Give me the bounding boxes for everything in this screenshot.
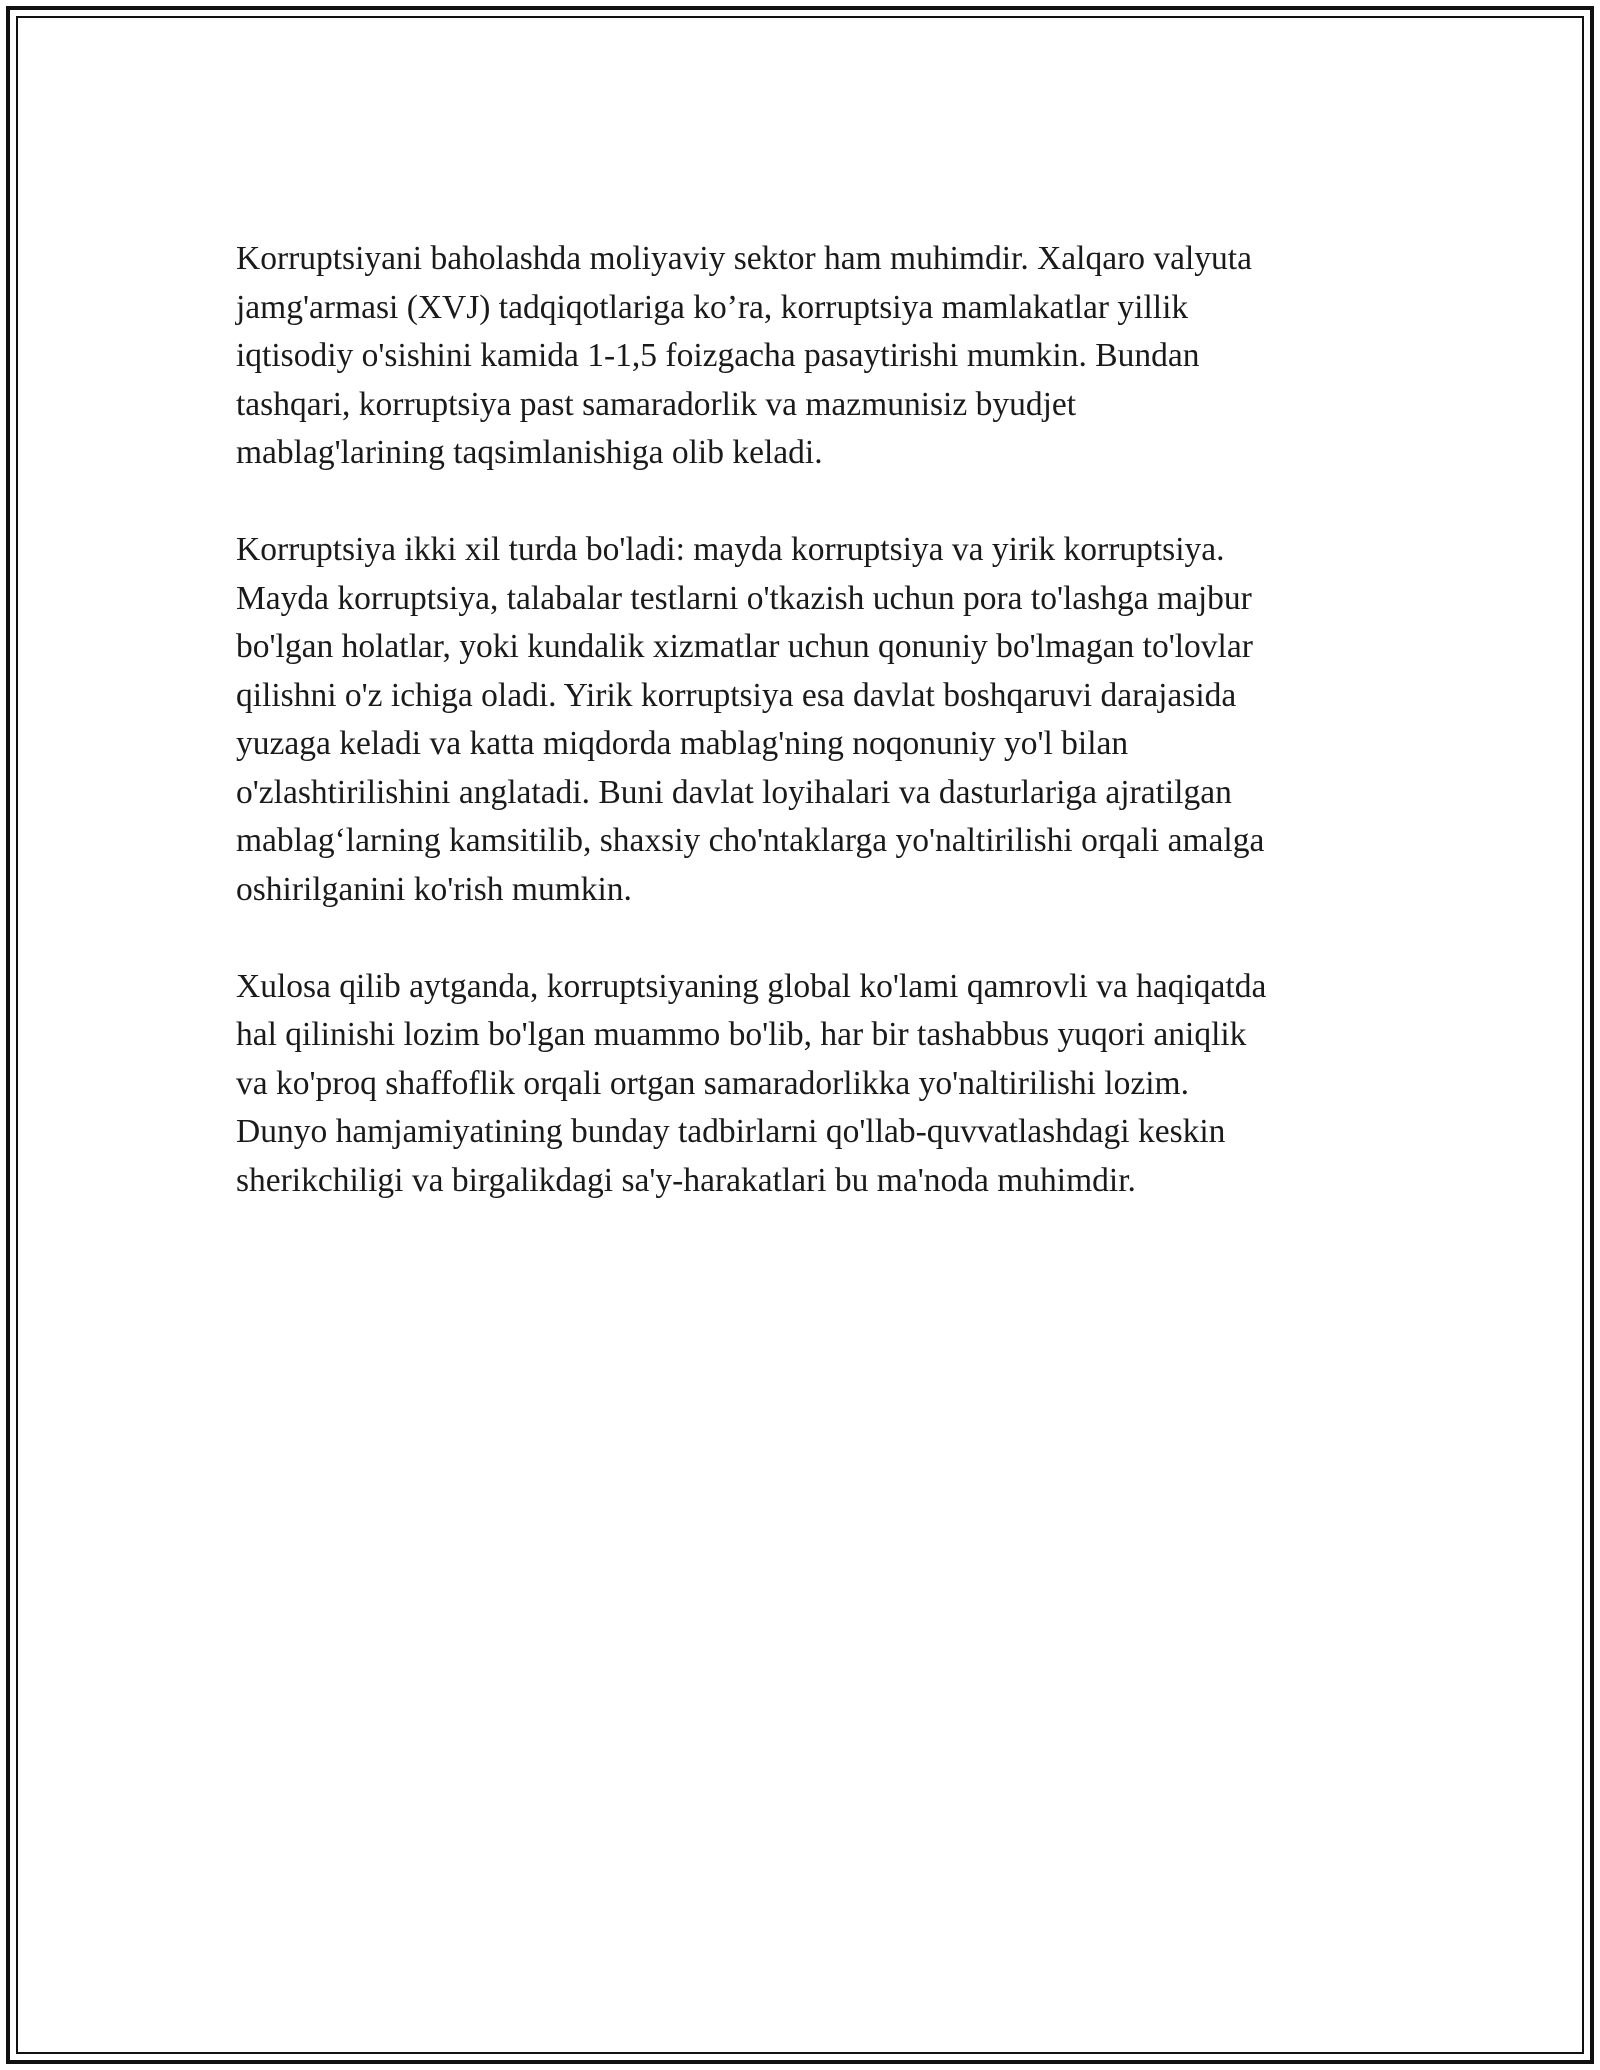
text-line: Korruptsiyani baholashda moliyaviy sektor ham muhimdir. Xalqaro valyuta <box>236 240 1252 277</box>
paragraph-financial-sector <box>236 235 1376 478</box>
text-line: tashqari, korruptsiya past samaradorlik va mazmunisiz byudjet <box>236 385 1077 423</box>
text-line: Mayda korruptsiya, talabalar testlarni o'tkazish uchun pora to'lashga majbur <box>236 579 1252 617</box>
text-line: iqtisodiy o'sishini kamida 1-1,5 foizgacha pasaytirishi mumkin. Bundan <box>236 337 1200 374</box>
paragraph-conclusion <box>236 963 1376 1206</box>
text-line: mablag‘larning kamsitilib, shaxsiy cho'ntaklarga yo'naltirilishi orqali amalga <box>236 822 1265 859</box>
text-line: yuzaga keladi va katta miqdorda mablag'ning noqonuniy yo'l bilan <box>236 725 1129 762</box>
text-line: oshirilganini ko'rish mumkin. <box>236 870 632 908</box>
text-line: jamg'armasi (XVJ) tadqiqotlariga ko’ra, korruptsiya mamlakatlar yillik <box>236 288 1189 326</box>
text-line: va ko'proq shaffoflik orqali ortgan samaradorlikka yo'naltirilishi lozim. <box>236 1064 1189 1102</box>
text-line: hal qilinishi lozim bo'lgan muammo bo'lib, har bir tashabbus yuqori aniqlik <box>236 1016 1247 1053</box>
text-line: Dunyo hamjamiyatining bunday tadbirlarni qo'llab-quvvatlashdagi keskin <box>236 1113 1226 1150</box>
text-line: Korruptsiya ikki xil turda bo'ladi: mayda korruptsiya va yirik korruptsiya. <box>236 531 1225 568</box>
text-line: sherikchiligi va birgalikdagi sa'y-harakatlari bu ma'noda muhimdir. <box>236 1161 1136 1199</box>
text-line: mablag'larining taqsimlanishiga olib keladi. <box>236 434 823 471</box>
text-line: qilishni o'z ichiga oladi. Yirik korruptsiya esa davlat boshqaruvi darajasida <box>236 676 1237 714</box>
text-line: o'zlashtirilishini anglatadi. Buni davlat loyihalari va dasturlariga ajratilgan <box>236 773 1232 811</box>
text-line: bo'lgan holatlar, yoki kundalik xizmatlar uchun qonuniy bo'lmagan to'lovlar <box>236 628 1253 665</box>
text-line: Xulosa qilib aytganda, korruptsiyaning global ko'lami qamrovli va haqiqatda <box>236 967 1267 1005</box>
document-body <box>236 235 1376 1254</box>
paragraph-corruption-types <box>236 526 1376 914</box>
